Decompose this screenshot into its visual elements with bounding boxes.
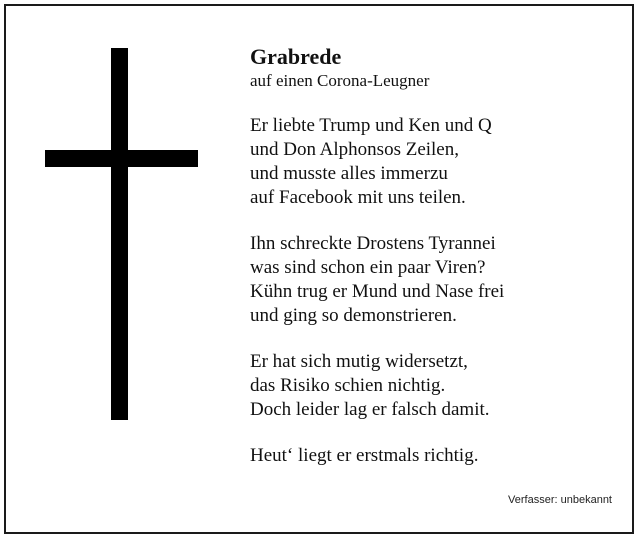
- poem-title: Grabrede: [250, 44, 342, 69]
- poem-line: das Risiko schien nichtig.: [250, 375, 446, 396]
- poem-line: Doch leider lag er falsch damit.: [250, 399, 490, 420]
- stanza-1: [250, 114, 620, 210]
- poem-line: und musste alles immerzu: [250, 163, 448, 184]
- poem-subtitle: auf einen Corona-Leugner: [250, 71, 430, 90]
- poem-line: Ihn schreckte Drostens Tyrannei: [250, 233, 496, 254]
- author-credit: Verfasser: unbekannt: [508, 494, 612, 506]
- poem: [250, 44, 620, 490]
- stanza-3: [250, 350, 620, 422]
- stanza-2: [250, 232, 620, 328]
- poem-line: Er hat sich mutig widersetzt,: [250, 351, 468, 372]
- poem-line: Kühn trug er Mund und Nase frei: [250, 281, 505, 302]
- poem-line: Er liebte Trump und Ken und Q: [250, 115, 492, 136]
- poem-line: was sind schon ein paar Viren?: [250, 257, 486, 278]
- stanza-4: [250, 444, 620, 468]
- cross-vertical-beam: [111, 48, 128, 420]
- poem-line: und ging so demonstrieren.: [250, 305, 457, 326]
- poem-line: Heut‘ liegt er erstmals richtig.: [250, 445, 479, 466]
- poem-line: auf Facebook mit uns teilen.: [250, 187, 466, 208]
- cross-horizontal-beam: [45, 150, 198, 167]
- poem-line: und Don Alphonsos Zeilen,: [250, 139, 459, 160]
